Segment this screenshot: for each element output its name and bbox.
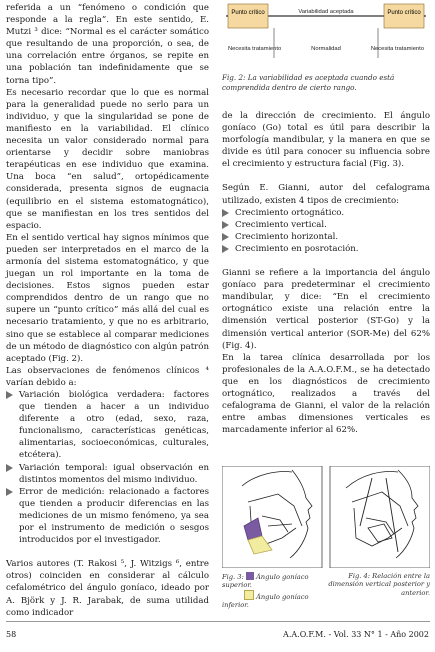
list-item: Crecimiento horizontal. xyxy=(222,231,430,243)
paragraph: Varios autores (T. Rakosi ⁵, J. Witzigs ⁶, entre otros) coinciden en considerar al cálculo cefalométrico del ángulo goníaco, ideado por A. Björk y J. R. Jarabak, de suma utilidad como indicador xyxy=(6,559,209,618)
box-right-label: Punto crítico xyxy=(387,10,421,16)
paragraph: En la tarea clínica desarrollada por los profesionales de la A.A.O.F.M., se ha detectado que en los diagnósticos de crecimiento ortognático, realizados a través del cefalograma de Gianni, el valor de la relación entre ambas dimensiones verticales es marcadamente inferior al 62%. xyxy=(222,352,430,436)
list-item: Variación temporal: igual observación en distintos momentos del mismo individuo. xyxy=(6,462,209,486)
right-column xyxy=(222,110,430,436)
list-item: Crecimiento ortognático. xyxy=(222,207,430,219)
superior-angle-swatch xyxy=(246,572,254,580)
page-number: 58 xyxy=(6,630,17,639)
paragraph: referida a un “fenómeno o condición que responde a la regla”. En este sentido, E. Mutzi ³ dice: “Normal es el carácter somático que resultando de una proporción, o sea, de una correlación entre órganos, se repite en una población tan indefinidamente que se torna tipo”. xyxy=(6,3,209,86)
paragraph: Según E. Gianni, autor del cefalograma utilizado, existen 4 tipos de crecimiento: xyxy=(222,183,430,206)
triangle-bullet-icon xyxy=(222,221,229,229)
critical-point-box-right xyxy=(384,4,424,28)
list-item: Crecimiento vertical. xyxy=(222,219,430,231)
paragraph: En el sentido vertical hay signos mínimos que pueden ser interpretados en el marco de la armonía del sistema estomatognático, y que juegan un rol importante en la toma de decisiones. Estos signos pueden estar comprendidos dentro de un rango que no supere un “punto crítico” más allá del cual es necesario tratamiento, y que no es arbitrario, sino que se establece al comparar mediciones de un método de diagnóstico con algún patrón aceptado (Fig. 2). xyxy=(6,232,209,364)
figure-3-caption: Fig. 3: Ángulo goníaco superior. Ángulo goníaco inferior. xyxy=(222,573,309,610)
triangle-bullet-icon xyxy=(6,464,13,472)
footer-rule xyxy=(6,621,430,622)
cephalogram-figures xyxy=(222,466,430,568)
triangle-bullet-icon xyxy=(222,209,229,217)
paragraph: de la dirección de crecimiento. El ángulo goníaco (Go) total es útil para describir la morfología mandibular, y la manera en que se divide es útil para conocer su influencia sobre el crecimiento y estructura facial (Fig. 3). xyxy=(222,111,430,170)
triangle-bullet-icon xyxy=(222,245,229,253)
list-item: Variación biológica verdadera: factores que tienden a hacer a un individuo diferente a otro (edad, sexo, raza, funcionalismo, características genéticas, alimentarias, socioeconómicas, culturales, etcétera). xyxy=(6,389,209,462)
box-left-label: Punto crítico xyxy=(231,10,265,16)
triangle-bullet-icon xyxy=(6,488,13,496)
label-center: Normalidad xyxy=(311,46,341,52)
figure-4-caption: Fig. 4: Relación entre la dimensión vertical posterior y anterior. xyxy=(328,572,430,597)
paragraph: Las observaciones de fenómenos clínicos ⁴ varían debido a: xyxy=(6,365,209,388)
figure-2-caption: Fig. 2: La variabilidad es aceptada cuando está comprendida dentro de cierto rango. xyxy=(222,73,395,92)
journal-info: A.A.O.F.M. - Vol. 33 N° 1 - Año 2002 xyxy=(283,630,429,639)
paragraph: Es necesario recordar que lo que es normal para la generalidad puede no serlo para un individuo, y que la singularidad se pone de manifiesto en la variabilidad. El clínico necesita un valor considerado normal para orientarse y decidir sobre maniobras terapéuticas en ese individuo que examina. Una boca “en salud”, ortopédicamente considerada, presenta signos de eugnacia (equilibrio en el sistema estomatognático), que se manifiestan en los tres sentidos del espacio. xyxy=(6,87,209,231)
triangle-bullet-icon xyxy=(6,391,13,399)
list-item: Error de medición: relacionado a factores que tienden a producir diferencias en las mediciones de un mismo fenómeno, ya sea por el instrumento de medición o sesgos introducidos por el investigador. xyxy=(6,486,209,546)
list-item: Crecimiento en posrotación. xyxy=(222,243,430,255)
variability-diagram xyxy=(222,2,430,68)
label-left: Necesita tratamiento xyxy=(228,46,282,52)
left-column xyxy=(6,2,209,619)
paragraph: Gianni se refiere a la importancia del ángulo goníaco para predeterminar el crecimiento mandibular, y dice: “En el crecimiento ortognático existe una relación entre la dimensión vertical posterior (ST-Go) y la dimensión vertical anterior (SOR-Me) del 62% (Fig. 4). xyxy=(222,268,430,351)
inferior-angle-swatch xyxy=(244,590,254,600)
center-top-label: Variabilidad aceptada xyxy=(298,9,354,15)
label-right: Necesita tratamiento xyxy=(370,46,424,52)
critical-point-box-left xyxy=(228,4,268,28)
triangle-bullet-icon xyxy=(222,233,229,241)
